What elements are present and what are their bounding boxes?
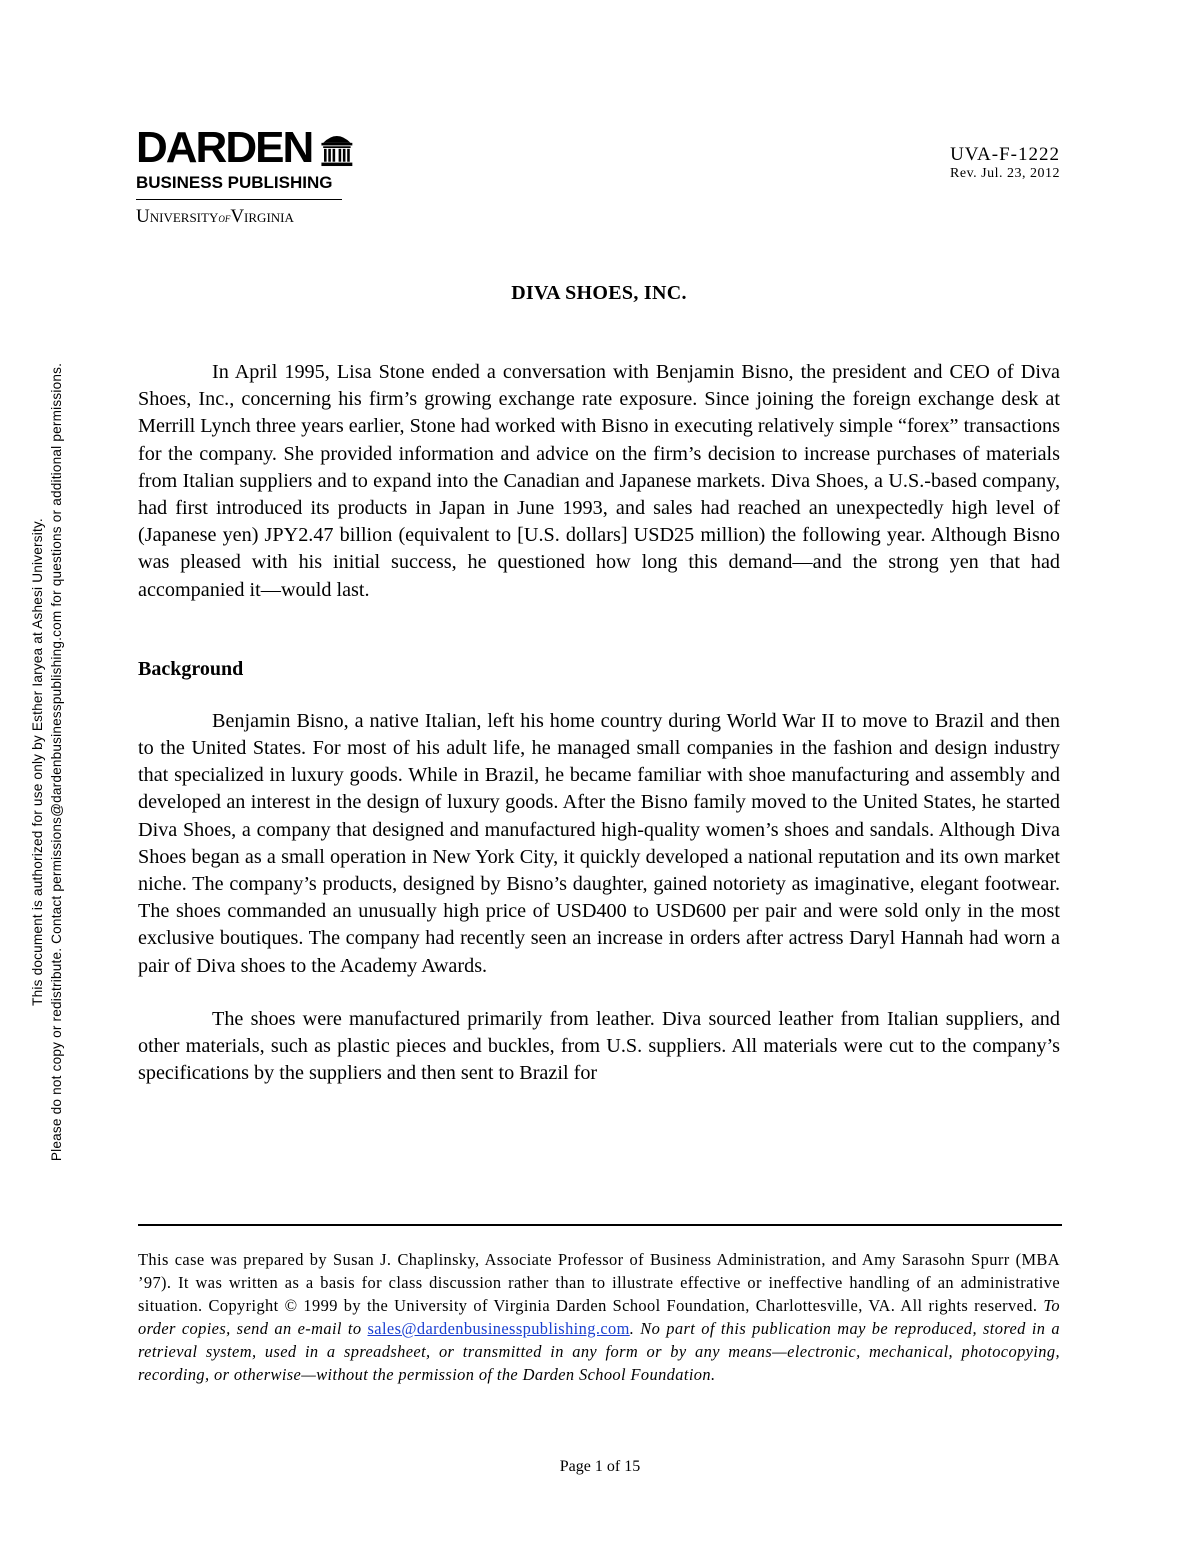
footnote-divider [138,1224,1062,1226]
footnote-email-period: . [629,1319,635,1338]
logo-university-part-a: University [136,206,219,227]
document-body [138,282,1060,1087]
logo-divider [136,199,342,200]
document-title: DIVA SHOES, INC. [511,282,687,304]
case-code-block [950,144,1060,182]
background-paragraph-2: The shoes were manufactured primarily from leather. Diva sourced leather from Italian suppliers, and other materials, such as plastic pieces and buckles, from U.S. suppliers. All materials were cut to the company’s specifications by the suppliers and then sent to Brazil for [138,1007,1060,1085]
footnote-text: This case was prepared by Susan J. Chaplinsky, Associate Professor of Business Administration, and Amy Sarasohn Spurr (MBA ’97). It was written as a basis for class discussion rather than to illustrate effective or ineffective handling of an administrative situation. Copyright © 1999 by the University of Virginia Darden School Foundation, Charlottesville, VA. All rights reserved. [138,1250,1060,1315]
footnote-order-text: To order copies, send an e-mail to [138,1296,1060,1338]
section-heading-background: Background [138,657,244,680]
logo-top-row [136,123,356,172]
darden-logo [136,123,356,229]
footnote-rights-text: No part of this publication may be reproduced, stored in a retrieval system, used in a spreadsheet, or transmitted in any form or by any means—electronic, mechanical, photocopying, recording, or otherwise—without the permission of the Darden School Foundation. [138,1319,1061,1384]
logo-university-of: of [218,210,231,225]
logo-darden-text: DARDEN [136,123,313,172]
logo-publishing-text: BUSINESS PUBLISHING [136,173,333,192]
side-note-line-2: Please do not copy or redistribute. Contact permissions@dardenbusinesspublishing.com for questions or additional permissions. [49,362,64,1162]
case-code: UVA-F-1222 [950,144,1060,165]
case-revision: Rev. Jul. 23, 2012 [950,166,1060,181]
rotunda-icon [318,126,356,170]
page-number: Page 1 of 15 [559,1458,641,1475]
logo-university [136,206,356,229]
footnote [138,1248,1060,1386]
authorization-side-note [28,302,66,1222]
background-paragraph-1: Benjamin Bisno, a native Italian, left his home country during World War II to move to Brazil and then to the United States. For most of his adult life, he managed small companies in the fashion and design industry that specialized in luxury goods. While in Brazil, he became familiar with shoe manufacturing and assembly and developed an interest in the design of luxury goods. After the Bisno family moved to the United States, he started Diva Shoes, a company that designed and manufactured high-quality women’s shoes and sandals. Although Diva Shoes began as a small operation in New York City, it quickly developed a national reputation and its own market niche. The company’s products, designed by Bisno’s daughter, gained notoriety as imaginative, elegant footwear. The shoes commanded an unusually high price of USD400 to USD600 per pair and were sold only in the most exclusive boutiques. The company had recently seen an increase in orders after actress Daryl Hannah had worn a pair of Diva shoes to the Academy Awards. [138,709,1060,977]
logo-university-part-b: Virginia [230,206,294,227]
order-email-link[interactable]: sales@dardenbusinesspublishing.com [367,1319,630,1338]
intro-paragraph: In April 1995, Lisa Stone ended a conversation with Benjamin Bisno, the president and CEO of Diva Shoes, Inc., concerning his firm’s growing exchange rate exposure. Since joining the foreign exchange desk at Merrill Lynch three years earlier, Stone had worked with Bisno in executing relatively simple “forex” transactions for the company. She provided information and advice on the firm’s decision to increase purchases of materials from Italian suppliers and to expand into the Canadian and Japanese markets. Diva Shoes, a U.S.-based company, had first introduced its products in Japan in June 1993, and sales had reached an unexpectedly high level of (Japanese yen) JPY2.47 billion (equivalent to [U.S. dollars] USD25 million) the following year. Although Bisno was pleased with his initial success, he questioned how long this demand—and the strong yen that had accompanied it—would last. [138,361,1060,601]
side-note-line-1: This document is authorized for use only by Esther Iaryea at Ashesi University. [30,518,45,1006]
